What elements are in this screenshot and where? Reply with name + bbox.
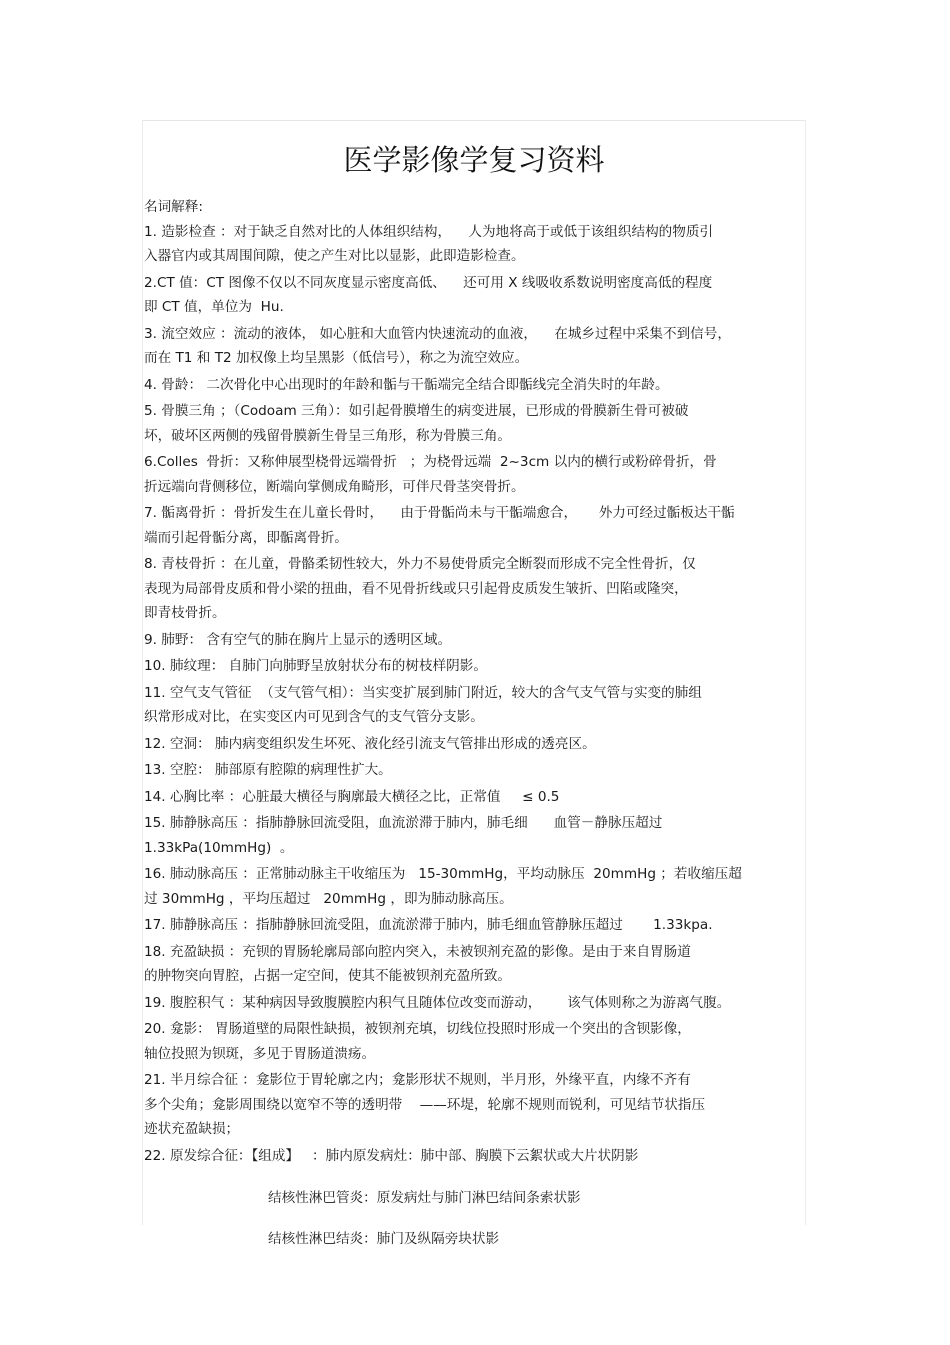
definition-line: 5. 骨膜三角 ；（Codoam 三角）：如引起骨膜增生的病变进展，已形成的骨膜新生骨可被破	[144, 403, 689, 419]
definition-line: 4. 骨龄： 二次骨化中心出现时的年龄和骺与干骺端完全结合即骺线完全消失时的年龄。	[144, 376, 669, 393]
definition-list	[144, 220, 804, 1171]
definition-line: 7. 骺离骨折 ：骨折发生在儿童长骨时， 由于骨骺尚未与干骺端愈合， 外力可经过骺板达干骺	[144, 505, 735, 521]
sub-item: 结核性淋巴管炎：原发病灶与肺门淋巴结间条索状影	[268, 1190, 581, 1206]
definition-line: 6.Colles 骨折：又称伸展型桡骨远端骨折 ；为桡骨远端 2~3cm 以内的横行或粉碎骨折，骨	[144, 454, 717, 470]
definition-line: 2.CT 值：CT 图像不仅以不同灰度显示密度高低、 还可用 X 线吸收系数说明密度高低的程度	[144, 274, 713, 291]
definition-line: 的肿物突向胃腔，占据一定空间，使其不能被钡剂充盈所致。	[144, 968, 512, 984]
definition-line: 22. 原发综合征：【组成】 ：肺内原发病灶：肺中部、胸膜下云絮状或大片状阴影	[144, 1147, 639, 1164]
sub-item: 结核性淋巴结炎：肺门及纵隔旁块状影	[268, 1230, 500, 1247]
definition-line: 15. 肺静脉高压 ：指肺静脉回流受阻，血流淤滞于肺内，肺毛细 血管－静脉压超过	[144, 815, 663, 831]
definition-line: 坏，破坏区两侧的残留骨膜新生骨呈三角形，称为骨膜三角。	[144, 427, 512, 444]
definition-entry	[144, 991, 804, 1018]
definition-line: 9. 肺野： 含有空气的肺在胸片上显示的透明区域。	[144, 631, 452, 648]
definition-entry	[144, 322, 804, 373]
definition-entry	[144, 862, 804, 913]
definition-entry	[144, 758, 804, 785]
definition-line: 3. 流空效应 ：流动的液体， 如心脏和大血管内快速流动的血液， 在城乡过程中采集不到信号，	[144, 325, 731, 342]
definition-entry	[144, 450, 804, 501]
definition-line: 13. 空腔： 肺部原有腔隙的病理性扩大。	[144, 762, 392, 778]
document-body	[144, 195, 804, 1251]
definition-entry	[144, 552, 804, 628]
definition-line: 即 CT 值，单位为 Hu.	[144, 299, 284, 315]
definition-entry	[144, 913, 804, 940]
definition-line: 表现为局部骨皮质和骨小梁的扭曲，看不见骨折线或只引起骨皮质发生皱折、凹陷或隆突，	[144, 580, 688, 597]
definition-entry	[144, 785, 804, 812]
definition-line: 12. 空洞： 肺内病变组织发生坏死、液化经引流支气管排出形成的透亮区。	[144, 735, 596, 752]
definition-line: 14. 心胸比率 ：心脏最大横径与胸廓最大横径之比，正常值 ≤ 0.5	[144, 788, 560, 805]
definition-entry	[144, 940, 804, 991]
definition-entry	[144, 220, 804, 271]
definition-entry	[144, 373, 804, 400]
section-heading: 名词解释:	[144, 199, 203, 215]
definition-entry	[144, 1144, 804, 1171]
document-title: 医学影像学复习资料	[343, 143, 605, 177]
definition-line: 11. 空气支气管征 （支气管气相）：当实变扩展到肺门附近，较大的含气支气管与实变的肺组	[144, 684, 702, 701]
definition-line: 21. 半月综合征 ：龛影位于胃轮廓之内；龛影形状不规则，半月形，外缘平直，内缘不齐有	[144, 1072, 691, 1088]
definition-line: 多个尖角；龛影周围绕以宽窄不等的透明带 ——环堤，轮廓不规则而锐利，可见结节状指压	[144, 1096, 706, 1113]
definition-line: 1. 造影检查 ：对于缺乏自然对比的人体组织结构， 人为地将高于或低于该组织结构的物质引	[144, 223, 714, 240]
definition-line: 18. 充盈缺损 ：充钡的胃肠轮廓局部向腔内突入，未被钡剂充盈的影像。是由于来自胃肠道	[144, 943, 691, 960]
definition-line: 1.33kPa(10mmHg) 。	[144, 839, 294, 856]
definition-entry	[144, 501, 804, 552]
definition-entry	[144, 1068, 804, 1144]
definition-line: 8. 青枝骨折 ：在儿童，骨骼柔韧性较大，外力不易使骨质完全断裂而形成不完全性骨折，仅	[144, 556, 696, 572]
definition-line: 17. 肺静脉高压 ：指肺静脉回流受阻，血流淤滞于肺内，肺毛细血管静脉压超过 1.33kpa.	[144, 917, 713, 933]
definition-line: 端而引起骨骺分离，即骺离骨折。	[144, 529, 348, 546]
definition-line: 折远端向背侧移位，断端向掌侧成角畸形，可伴尺骨茎突骨折。	[144, 478, 525, 495]
definition-entry	[144, 271, 804, 322]
definition-line: 迹状充盈缺损；	[144, 1121, 240, 1137]
definition-line: 织常形成对比，在实变区内可见到含气的支气管分支影。	[144, 709, 484, 725]
definition-entry	[144, 628, 804, 655]
definition-line: 20. 龛影： 胃肠道壁的局限性缺损，被钡剂充填，切线位投照时形成一个突出的含钡影像，	[144, 1021, 691, 1037]
definition-entry	[144, 399, 804, 450]
definition-entry	[144, 811, 804, 862]
definition-entry	[144, 681, 804, 732]
definition-line: 即青枝骨折。	[144, 605, 226, 621]
sub-item-list	[144, 1170, 804, 1251]
definition-line: 轴位投照为钡斑，多见于胃肠道溃疡。	[144, 1045, 376, 1062]
definition-line: 19. 腹腔积气 ：某种病因导致腹膜腔内积气且随体位改变而游动， 该气体则称之为游离气腹。	[144, 994, 731, 1011]
definition-line: 而在 T1 和 T2 加权像上均呈黑影（低信号），称之为流空效应。	[144, 350, 529, 366]
definition-entry	[144, 654, 804, 681]
definition-line: 10. 肺纹理： 自肺门向肺野呈放射状分布的树枝样阴影。	[144, 658, 487, 674]
definition-line: 过 30mmHg ，平均压超过 20mmHg ，即为肺动脉高压。	[144, 890, 513, 907]
definition-line: 入器官内或其周围间隙，使之产生对比以显影，此即造影检查。	[144, 248, 525, 264]
definition-line: 16. 肺动脉高压 ：正常肺动脉主干收缩压为 15-30mmHg，平均动脉压 20mmHg ；若收缩压超	[144, 866, 742, 882]
definition-entry	[144, 732, 804, 759]
definition-entry	[144, 1017, 804, 1068]
